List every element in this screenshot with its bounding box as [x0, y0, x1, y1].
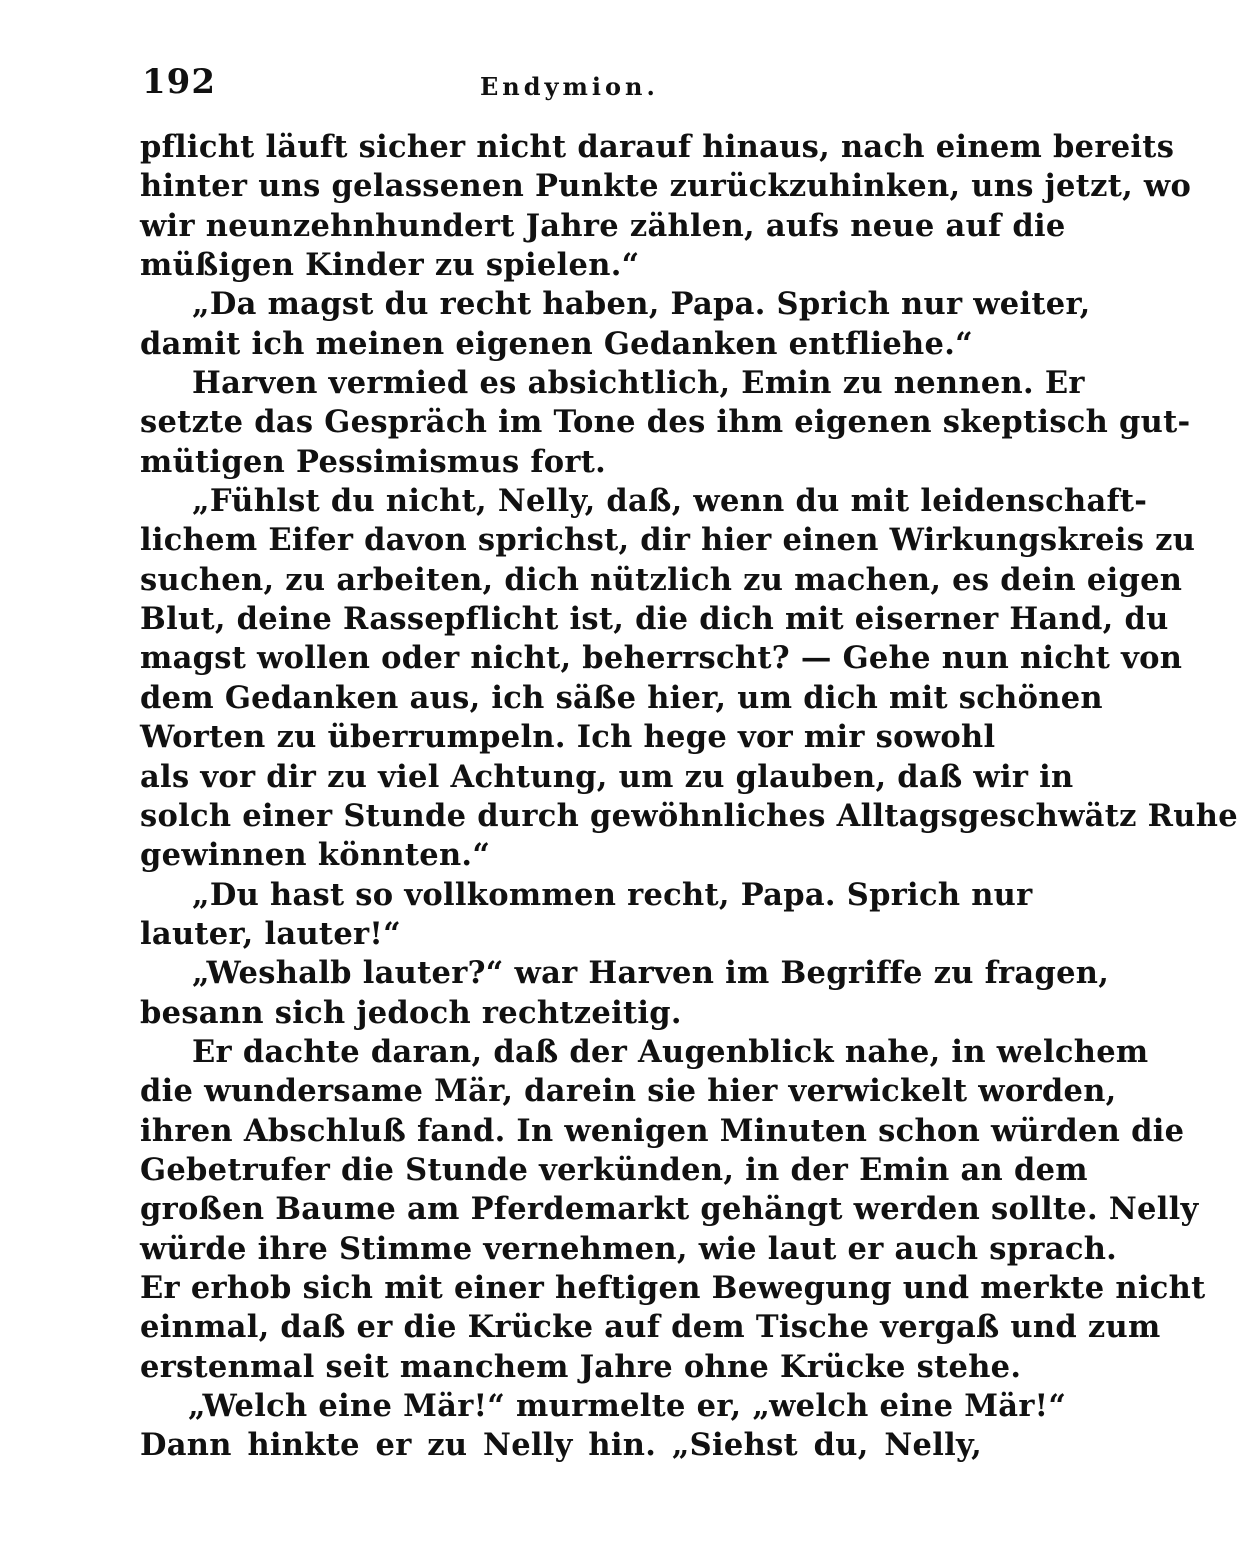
text-line: wir neunzehnhundert Jahre zählen, aufs neue auf die: [140, 207, 1066, 244]
text-line: müßigen Kinder zu spielen.“: [140, 247, 640, 284]
text-line: gewinnen könnten.“: [140, 837, 491, 874]
text-line: „Du hast so vollkommen recht, Papa. Sprich nur: [192, 876, 1033, 913]
text-line: als vor dir zu viel Achtung, um zu glauben, daß wir in: [140, 758, 1074, 795]
text-line: damit ich meinen eigenen Gedanken entfliehe.“: [140, 325, 973, 362]
text-line: Gebetrufer die Stunde verkünden, in der Emin an dem: [140, 1151, 1088, 1188]
text-line: Blut, deine Rassepflicht ist, die dich mit eiserner Hand, du: [140, 601, 1169, 638]
text-line: „Da magst du recht haben, Papa. Sprich nur weiter,: [192, 286, 1091, 323]
text-line: „Welch eine Mär!“ murmelte er, „welch eine Mär!“: [188, 1388, 1067, 1424]
text-line: besann sich jedoch rechtzeitig.: [140, 994, 682, 1031]
text-line: Harven vermied es absichtlich, Emin zu nennen. Er: [192, 365, 1085, 402]
text-line: pflicht läuft sicher nicht darauf hinaus, nach einem bereits: [140, 129, 1175, 165]
text-line: Er dachte daran, daß der Augenblick nahe, in welchem: [192, 1033, 1149, 1070]
text-line: würde ihre Stimme vernehmen, wie laut er auch sprach.: [140, 1230, 1118, 1267]
text-line: ihren Abschluß fand. In wenigen Minuten schon würden die: [140, 1112, 1185, 1149]
text-line: setzte das Gespräch im Tone des ihm eigenen skeptisch gut-: [140, 404, 1191, 441]
text-line: Worten zu überrumpeln. Ich hege vor mir sowohl: [140, 719, 996, 756]
text-line: lichem Eifer davon sprichst, dir hier einen Wirkungskreis zu: [140, 522, 1196, 559]
text-line: einmal, daß er die Krücke auf dem Tische vergaß und zum: [140, 1309, 1161, 1346]
text-line: suchen, zu arbeiten, dich nützlich zu machen, es dein eigen: [140, 561, 1183, 598]
text-line: Er erhob sich mit einer heftigen Bewegung und merkte nicht: [140, 1269, 1206, 1306]
page-number: 192: [142, 62, 216, 102]
text-line: dem Gedanken aus, ich säße hier, um dich mit schönen: [140, 679, 1103, 716]
text-line: „Weshalb lauter?“ war Harven im Begriffe zu fragen,: [192, 955, 1110, 992]
text-line: magst wollen oder nicht, beherrscht? — Gehe nun nicht von: [140, 640, 1183, 677]
text-line: Dann hinkte er zu Nelly hin. „Siehst du, Nelly,: [140, 1427, 982, 1464]
text-line: mütigen Pessimismus fort.: [140, 443, 607, 480]
text-line: die wundersame Mär, darein sie hier verwickelt worden,: [140, 1073, 1117, 1110]
running-title: Endymion.: [480, 72, 659, 101]
body-text: [140, 128, 1238, 1466]
text-line: hinter uns gelassenen Punkte zurückzuhinken, uns jetzt, wo: [140, 168, 1192, 205]
text-line: „Fühlst du nicht, Nelly, daß, wenn du mit leidenschaft-: [192, 483, 1148, 520]
text-line: erstenmal seit manchem Jahre ohne Krücke stehe.: [140, 1348, 1022, 1385]
text-line: solch einer Stunde durch gewöhnliches Alltagsgeschwätz Ruhe: [140, 797, 1238, 834]
text-line: großen Baume am Pferdemarkt gehängt werden sollte. Nelly: [140, 1191, 1199, 1228]
page-header: [140, 62, 980, 112]
text-line: lauter, lauter!“: [140, 915, 401, 952]
